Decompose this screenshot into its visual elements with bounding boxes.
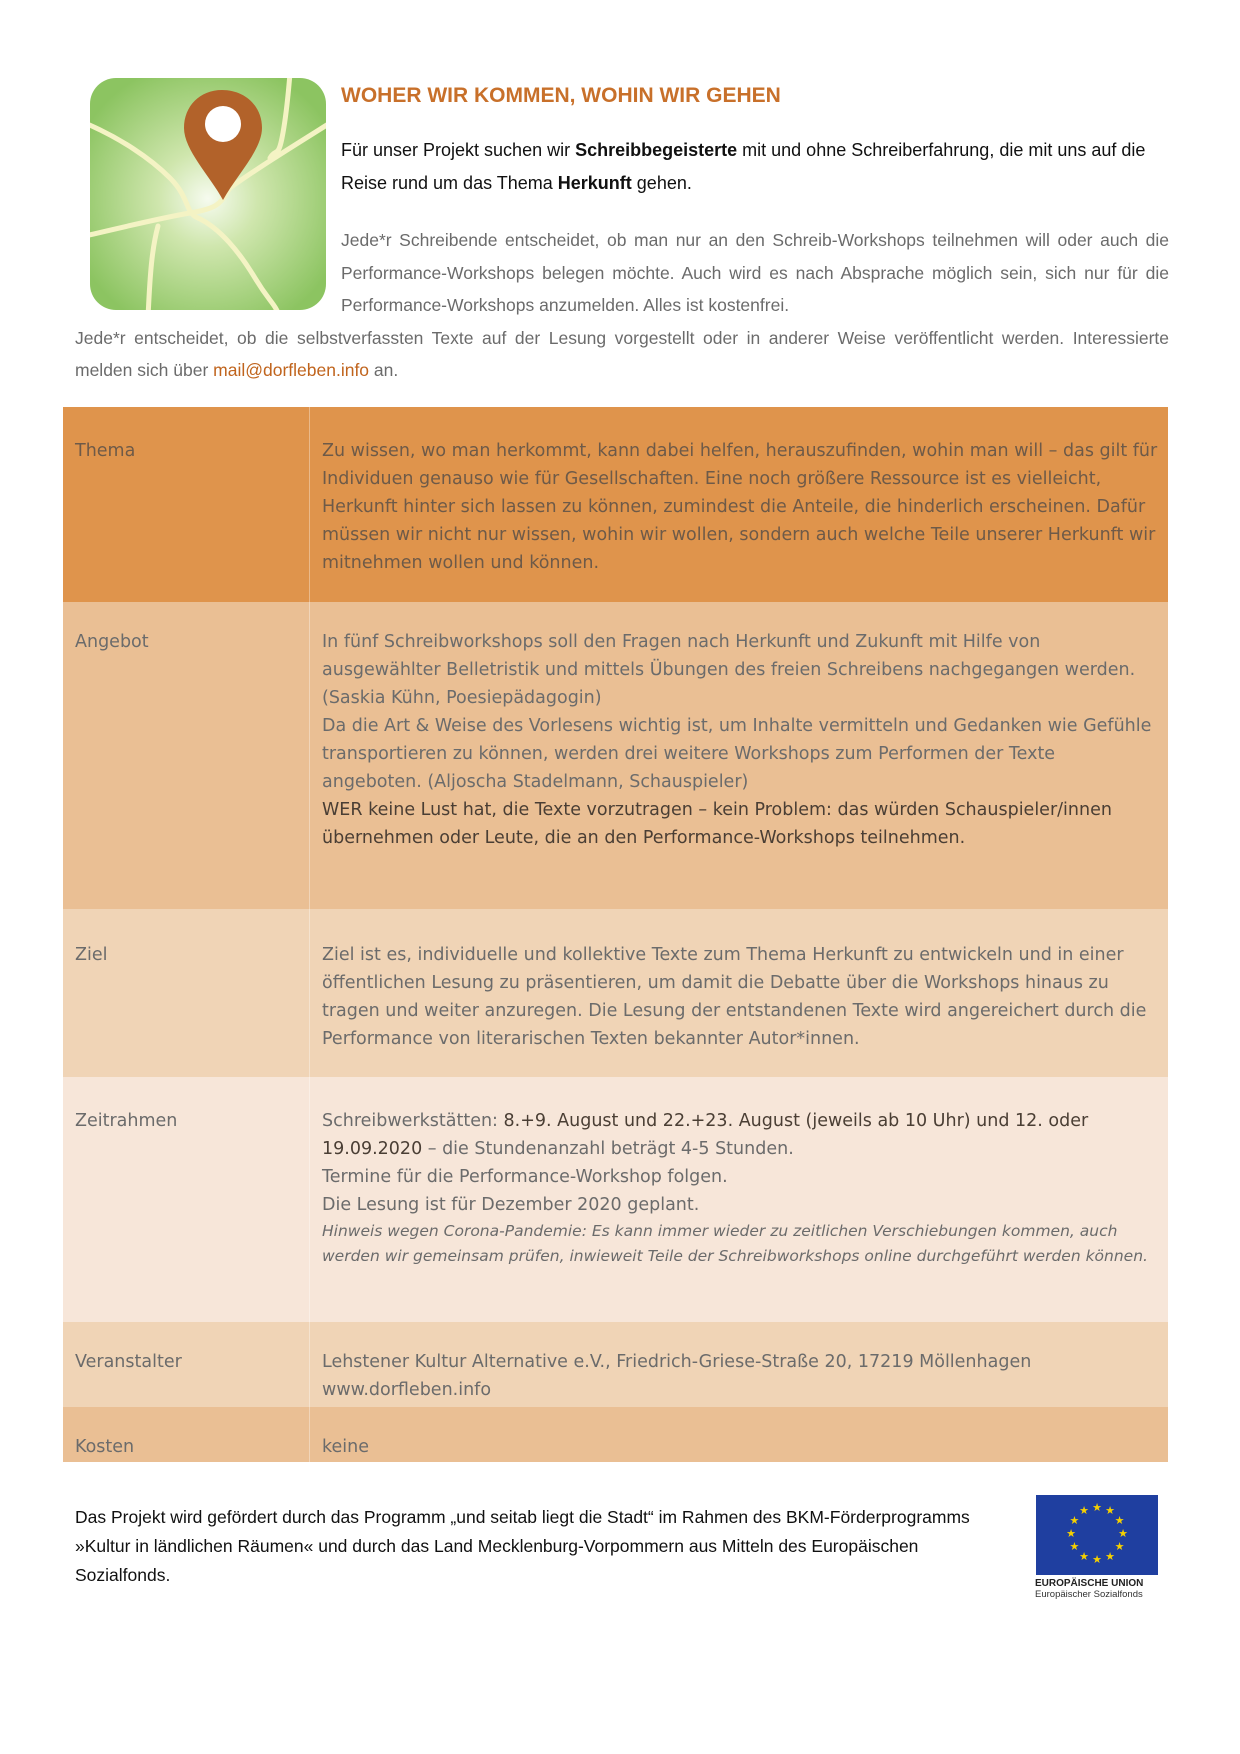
- row-content: [310, 1077, 1168, 1322]
- info-paragraph-first: Jede*r Schreibende entscheidet, ob man nur an den Schreib-Workshops teilnehmen will oder auch die Performance-Workshops belegen möchte. Auch wird es nach Absprache möglich sein, sich nur für die Performance-Workshops anzumelden. Alles ist kostenfrei.: [341, 230, 1169, 315]
- eu-flag-icon: [1036, 1495, 1158, 1575]
- table-row-veranstalter: [63, 1322, 1168, 1407]
- website-link[interactable]: www.dorfleben.info: [322, 1380, 492, 1400]
- row-label: Angebot: [63, 602, 310, 909]
- row-label: Thema: [63, 407, 310, 602]
- row-text: In fünf Schreibworkshops soll den Fragen nach Herkunft und Zukunft mit Hilfe von ausgewählter Belletristik und mittels Übungen des freien Schreibens nachgegangen werden. (Saskia Kühn, Poesiepädagogin): [322, 632, 1136, 708]
- table-row-zeitrahmen: [63, 1077, 1168, 1322]
- eu-logo-subtitle: Europäischer Sozialfonds: [1035, 1589, 1143, 1600]
- table-row-ziel: [63, 909, 1168, 1077]
- row-content: keine: [322, 1437, 369, 1457]
- star-icon: ★: [1079, 1550, 1089, 1563]
- corona-note: Hinweis wegen Corona-Pandemie: Es kann immer wieder zu zeitlichen Verschiebungen kommen, auch werden wir gemeinsam prüfen, inwieweit Teile der Schreibworkshops online durchgeführt werden können.: [322, 1222, 1148, 1265]
- info-paragraph-second: Jede*r entscheidet, ob die selbstverfassten Texte auf der Lesung vorgestellt oder in anderer Weise veröffentlicht werden. Interessierte melden sich über: [75, 327, 1169, 380]
- row-label: Kosten: [63, 1407, 310, 1462]
- info-paragraph-end: an.: [369, 360, 399, 380]
- funding-note: Das Projekt wird gefördert durch das Programm „und seitab liegt die Stadt“ im Rahmen des BKM-Förderprogramms »Kultur in ländlichen Räumen« und durch das Land Mecklenburg-Vorpommern aus Mitteln des Europäischen Sozialfonds.: [75, 1507, 970, 1585]
- row-content: [310, 602, 1168, 909]
- row-text: [322, 1107, 1158, 1163]
- info-table: [63, 407, 1168, 1462]
- page-title: WOHER WIR KOMMEN, WOHIN WIR GEHEN: [341, 84, 781, 107]
- star-icon: ★: [1066, 1528, 1076, 1540]
- info-paragraph: [75, 224, 1169, 387]
- row-label: Veranstalter: [63, 1322, 310, 1407]
- row-text: Die Lesung ist für Dezember 2020 geplant.: [322, 1195, 700, 1215]
- table-row-thema: [63, 407, 1168, 602]
- row-content: Ziel ist es, individuelle und kollektive Texte zum Thema Herkunft zu entwickeln und in einer öffentlichen Lesung zu präsentieren, um damit die Debatte über die Workshops hinaus zu tragen und weiter anzuregen. Die Lesung der entstandenen Texte wird angereichert durch die Performance von literarischen Texten bekannter Autor*innen.: [322, 945, 1147, 1049]
- star-icon: ★: [1069, 1541, 1080, 1553]
- intro-text: [341, 134, 1171, 200]
- intro-highlight: Schreibbegeisterte: [575, 140, 738, 160]
- email-link[interactable]: mail@dorfleben.info: [213, 360, 370, 380]
- row-label: Ziel: [63, 909, 310, 1077]
- star-icon: ★: [1092, 1502, 1102, 1514]
- star-icon: ★: [1114, 1515, 1125, 1527]
- eu-logo-title: EUROPÄISCHE UNION: [1035, 1578, 1144, 1589]
- row-text: Lehstener Kultur Alternative e.V., Friedrich-Griese-Straße 20, 17219 Möllenhagen: [322, 1352, 1032, 1372]
- intro-part: Für unser Projekt suchen wir: [341, 140, 576, 160]
- row-text: Da die Art & Weise des Vorlesens wichtig ist, um Inhalte vermitteln und Gedanken wie Gefühle transportieren zu können, werden drei weitere Workshops zum Performen der Texte angeboten. (Aljoscha Stadelmann, Schauspieler): [322, 716, 1152, 792]
- star-icon: ★: [1105, 1550, 1115, 1563]
- star-icon: ★: [1118, 1528, 1128, 1540]
- table-row-angebot: [63, 602, 1168, 909]
- star-icon: ★: [1069, 1515, 1080, 1527]
- row-label: Zeitrahmen: [63, 1077, 310, 1322]
- intro-part: gehen.: [631, 173, 692, 193]
- row-text-dates: 8.+9. August und 22.+23. August (jeweils ab 10 Uhr) und 12. oder 19.09.2020: [322, 1111, 1089, 1159]
- star-icon: ★: [1079, 1505, 1089, 1518]
- row-content: [310, 1322, 1168, 1407]
- eu-logo: [1035, 1495, 1175, 1600]
- star-icon: ★: [1092, 1554, 1102, 1566]
- row-text-suffix: – die Stundenanzahl beträgt 4-5 Stunden.: [422, 1139, 794, 1159]
- row-text-emphasis: WER keine Lust hat, die Texte vorzutragen – kein Problem: das würden Schauspieler/innen übernehmen oder Leute, die an den Performance-Workshops teilnehmen.: [322, 800, 1112, 848]
- table-row-kosten: [63, 1407, 1168, 1462]
- star-icon: ★: [1114, 1541, 1125, 1553]
- row-content: Zu wissen, wo man herkommt, kann dabei helfen, herauszufinden, wohin man will – das gilt für Individuen genauso wie für Gesellschaften. Eine noch größere Ressource ist es vielleicht, Herkunft hinter sich lassen zu können, zumindest die Anteile, die hinderlich erscheinen. Dafür müssen wir nicht nur wissen, wohin wir wollen, sondern auch welche Teile unserer Herkunft wir mitnehmen wollen und können.: [322, 441, 1158, 573]
- row-text-prefix: Schreibwerkstätten:: [322, 1111, 504, 1131]
- star-icon: ★: [1105, 1505, 1115, 1518]
- intro-highlight: Herkunft: [557, 173, 632, 193]
- row-text: Termine für die Performance-Workshop folgen.: [322, 1167, 728, 1187]
- intro-part: mit und ohne Schreiberfahrung, die mit uns auf die Reise rund um das Thema: [341, 140, 1146, 193]
